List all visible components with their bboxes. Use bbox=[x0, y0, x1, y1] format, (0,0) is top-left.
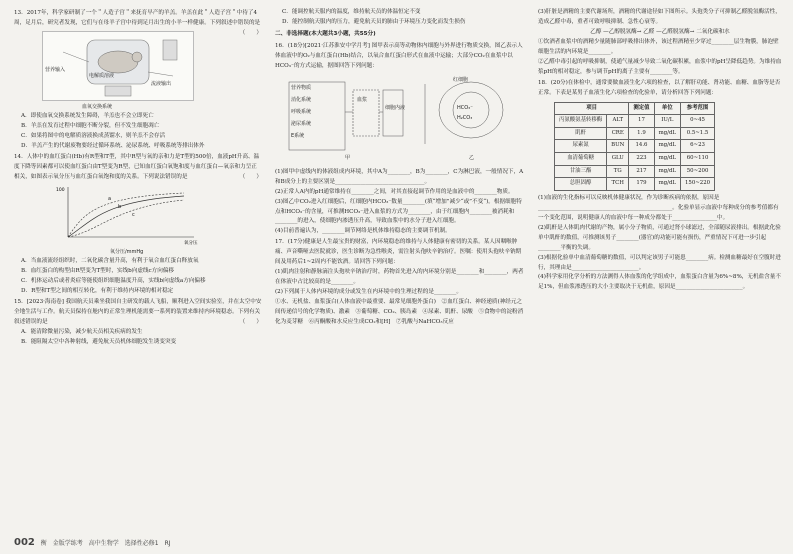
alcohol-pathway: 乙醇 —乙醇脱氢酶→ 乙醛 —乙醛脱氢酶→ 二氧化碳和水 bbox=[590, 28, 730, 35]
cell-value: 223 bbox=[629, 153, 654, 166]
q14-stem: 14．人体中的血红蛋白(Hb)有R型和T型，其中R型与氧的亲和力是T型的500倍，血液pH升高、温度下降等因素都可以使血红蛋白由T型变为R型，已知血红蛋白氧饱和度与血红蛋白—氧亲和力呈正相关，如图表示氧分压与血红蛋白氧饱和度的关系。下列说法错误的是 （ ） bbox=[14, 153, 262, 180]
table-row bbox=[555, 153, 715, 166]
cell-range: 60~110 bbox=[680, 153, 714, 166]
cell-item: 甘油三酯 bbox=[555, 165, 607, 178]
cell-item: 肌酐 bbox=[555, 127, 607, 140]
cell-value: 179 bbox=[629, 178, 654, 191]
q15-option-d: D．能控制航天服内的压力，避免航天员的肺由于环境压力变化而发生损伤 bbox=[282, 18, 466, 25]
cell-code: TG bbox=[607, 165, 629, 178]
oxygen-dissociation-chart bbox=[54, 183, 204, 247]
q13-option-b: B．羊羔在发育过程中细胞不断分裂，但不发生细胞凋亡 bbox=[21, 122, 160, 129]
cell-unit: mg/dL bbox=[654, 153, 680, 166]
cell-code: TCH bbox=[607, 178, 629, 191]
label-hco3: HCO₃⁻ bbox=[457, 104, 473, 111]
q18-sub-3: (3)根据化验单中血清葡萄糖的数值，可以判定该男子可能患________病。检测血糖最好在空腹时进行，其理由是________________________。 bbox=[538, 254, 781, 271]
table-row bbox=[555, 178, 715, 191]
cell-item: 丙氨酸氨基转移酶 bbox=[555, 115, 607, 128]
label-red-cell: 红细胞 bbox=[453, 76, 469, 83]
cell-item: 总胆固醇 bbox=[555, 178, 607, 191]
cell-code: BUN bbox=[607, 140, 629, 153]
q16-sub-4: (4)目前普遍认为，________调节网络是机体维持稳态的主要调节机制。 bbox=[275, 228, 451, 235]
column-1 bbox=[14, 8, 262, 348]
drain-output-label: 流液输出 bbox=[151, 80, 172, 87]
lab-result-table bbox=[554, 102, 715, 191]
cell-range: 50~200 bbox=[680, 165, 714, 178]
x-axis-label: 氧分压/mmHg bbox=[110, 249, 144, 256]
label-plasma: 血浆 bbox=[357, 96, 368, 103]
artificial-womb-figure bbox=[42, 31, 194, 101]
label-respiratory: 呼吸系统 bbox=[291, 108, 312, 115]
header-unit: 单位 bbox=[654, 102, 680, 115]
q18-sub-2: (2)肌酐是人体肌肉代谢的产物，属小分子物质，可通过肾小球滤过，全部随尿液排出。根据此化验单中肌酐的数值，可推测该男子________(器官)的功能可能有损伤，严重情况下可进一步引起________平衡的失调。 bbox=[538, 224, 781, 251]
page-footer bbox=[14, 537, 171, 548]
header-value: 测定值 bbox=[629, 102, 654, 115]
cell-unit: IU/L bbox=[654, 115, 680, 128]
page-number: 002 bbox=[14, 537, 35, 548]
q15-option-a: A．能清除微量污染，减少航天员相关疾病的发生 bbox=[21, 329, 143, 336]
q13-stem: 13．2017年，科学家研制了一个＂人造子宫＂来抚育早产的羊羔。羊羔在此＂人造子宫＂中待了4周，足月后，研究者发现，它们与在母羊子宫中待到足月出生的小羊一样健康。下列叙述中错误的是 （ ） bbox=[14, 10, 262, 36]
cell-unit: mg/dL bbox=[654, 140, 680, 153]
header-range: 参考范围 bbox=[680, 102, 714, 115]
cell-value: 217 bbox=[629, 165, 654, 178]
cell-unit: mg/dL bbox=[654, 127, 680, 140]
cell-code: GLU bbox=[607, 153, 629, 166]
cell-value: 17 bbox=[629, 115, 654, 128]
cell-code: ALT bbox=[607, 115, 629, 128]
q16-sub-3: (3)图乙中CO₂进入红细胞后，红细胞内HCO₃⁻数量________(填“增加”减少“或”不变“)。根据细胞特点和HCO₃⁻的含量，可推测HCO₃⁻进入血浆的方式为________，由于红细胞内________被消耗和________的进入，使细胞内渗透压升高，导致血浆中的水分子进入红细胞。 bbox=[275, 198, 522, 225]
q14-option-d: D．R型和T型之间的相互转化，有利于维持内环境的相对稳定 bbox=[21, 288, 174, 295]
curve-label-b: b bbox=[118, 204, 122, 211]
q13-option-d: D．羊羔产生的代谢废物要经过循环系统、泌尿系统、呼吸系统等排出体外 bbox=[21, 142, 205, 149]
cell-item: 血清葡萄糖 bbox=[555, 153, 607, 166]
q13-option-a: A．即使血氧交换系统发生障碍，羊羔也不会立即死亡 bbox=[21, 112, 154, 119]
nutrient-input-label: 营养输入 bbox=[45, 66, 66, 73]
q16-stem: 16．(18分)[2021·江苏淮安中学月考] 图甲表示高等动物体内细胞与外界进行物质交换，图乙表示人体血液中的O₂与血红蛋白(Hb)结合，以氧合血红蛋白形式在血液中运输；大部分CO₂在血浆中以HCO₃⁻的方式运输，据图回答下列问题： bbox=[275, 42, 523, 69]
svg-text:氧分压: 氧分压 bbox=[184, 241, 198, 247]
curve-label-c: c bbox=[132, 212, 135, 219]
svg-text:100: 100 bbox=[56, 188, 65, 194]
q17-sub-1: (1)肌肉注射和静脉滴注头孢呋辛钠治疗时，药物首先进入的内环境分别是________和________，两者在体液中占比较高的是________。 bbox=[275, 269, 524, 286]
label-urinary: 泌尿系统 bbox=[291, 120, 312, 127]
q15-option-c: C．能调控航天服内的温度，维持航天员的体温恒定不变 bbox=[282, 9, 421, 15]
cell-value: 1.9 bbox=[629, 127, 654, 140]
footer-text: 衡 金版学练考 高中生物学 选择性必修1 RJ bbox=[40, 540, 171, 547]
cell-range: 0.5~1.5 bbox=[680, 127, 714, 140]
label-e-system: E系统 bbox=[291, 132, 305, 139]
cell-unit: mg/dL bbox=[654, 165, 680, 178]
q17-sub-2: (2)下列属于人体内环境的成分或发生在内环境中的生理过程的是________。 bbox=[275, 289, 462, 296]
cell-code: CRE bbox=[607, 127, 629, 140]
table-row bbox=[555, 140, 715, 153]
label-digestive: 消化系统 bbox=[291, 96, 312, 103]
table-row bbox=[555, 115, 715, 128]
table-row bbox=[555, 127, 715, 140]
q16-sub-2: (2)正常人A内的pH通常维持在________之间，对其直接起调节作用的是血液中的________物质。 bbox=[275, 188, 514, 195]
q16-sub-1: (1)图甲中虚线内的体液组成内环境，其中A为________，B为________，C为淋巴液，一般情况下，A和B成分上的主要区别是________________________________。 bbox=[275, 168, 524, 185]
q13-option-c: C．如果将图中的电解质溶液换成蒸馏水，则羊羔不会存活 bbox=[21, 132, 166, 139]
q18-stem: 18．(20分)在体检中，通常要做血液生化六项的检查，以了解肝功能、肾功能、血糖、血脂等是否正常。下表是某男子血液生化六项检查的化验单，请分析回答下列问题： bbox=[538, 79, 781, 96]
table-header-row bbox=[555, 102, 715, 115]
q17-sub-3-part-1: ①饮酒者血浆中的酒精少量随肺部呼吸排出体外，该过程酒精至少穿过________层生物膜，肺泡壁细胞生活的内环境是________。 bbox=[538, 38, 779, 55]
body-fluid-exchange-figure bbox=[275, 74, 515, 166]
cell-value: 14.6 bbox=[629, 140, 654, 153]
curve-c bbox=[68, 200, 184, 237]
electrolyte-label: 电解质溶液 bbox=[89, 72, 115, 79]
label-intracellular: 细胞内液 bbox=[385, 104, 406, 111]
q17-sub-3-part-2: ②乙醛中毒引起的呼吸抑制，使通气量减少导致二氧化碳积累，血浆中的pH呈降低趋势。为维持血浆pH的相对稳定，参与调节pH的离子主要有________等。 bbox=[538, 58, 782, 75]
cell-unit: mg/dL bbox=[654, 178, 680, 191]
caption-jia: 甲 bbox=[345, 154, 351, 161]
cell-range: 0~45 bbox=[680, 115, 714, 128]
q14-option-c: C．机体运动后或者炎症等能使组织细胞温度升高，实线b向虚线a方向偏移 bbox=[21, 278, 206, 285]
q17-sub-3: (3)肝脏是酒精的主要代谢场所，酒精的代谢途径如下图所示。头孢类分子可抑制乙醛脱氢酶活性，造成乙醛中毒，重者可致呼吸抑制、急性心衰等。 bbox=[538, 9, 781, 25]
cell-range: 6~23 bbox=[680, 140, 714, 153]
q17-sub-2-options: ①水、无机盐、血浆蛋白(人体血液中最重要、最常见细胞外蛋白) ②血红蛋白、神经递质(神经元之间传递信号的化学物质)、激素 ③葡萄糖、CO₂、胰岛素 ④尿素、肌酐、尿酸 ⑤食物中的淀粉消化为麦芽糖 ⑥丙酮酸和水反应生成CO₂和[H] ⑦乳酸与NaHCO₃反应 bbox=[275, 299, 524, 326]
column-2 bbox=[275, 8, 525, 328]
caption-yi: 乙 bbox=[469, 154, 475, 161]
cell-range: 150~220 bbox=[680, 178, 714, 191]
q15-stem: 15．[2023·海南卷] 我国航天员乘坐我国自主研发的载人飞船，顺利进入空间实验室，并在太空中安全地生活与工作。航天员保持在舱内的正常生理机能需要一系列的装置来维持内环境稳态。下列有关叙述错误的是 （ ） bbox=[14, 299, 262, 326]
curve-a bbox=[68, 193, 184, 237]
header-item: 项目 bbox=[555, 102, 629, 115]
oxygen-curve-figure bbox=[54, 183, 204, 247]
label-h2co3: H₂CO₃ bbox=[457, 114, 473, 121]
q18-sub-1: (1)血液的生化指标可以反映机体健康状况，作为诊断疾病的依据，原因是________________________________________________。化验单显示血液中每种成分的参考值都有一个变化范围，说明健康人的血液中每一种成分都处于________________中。 bbox=[538, 194, 779, 221]
column-3 bbox=[538, 8, 782, 293]
q15-option-b: B．能阻隔太空中各种射线，避免航天员机体细胞发生诱变突变 bbox=[21, 338, 177, 345]
q14-option-a: A．当血液流经组织时，二氧化碳含量升高，有利于氧合血红蛋白释放氧 bbox=[21, 258, 199, 265]
figure-caption: 血氧交换系统 bbox=[82, 103, 113, 110]
table-row bbox=[555, 165, 715, 178]
q17-stem: 17．(17分)健康是人生最宝贵的财富，内环境稳态的维持与人体健康有密切的关系。某人因咽喉肿痛、声音嘶哑去医院就诊，医生诊断为急性喉炎，需注射头孢呋辛钠治疗。医嘱：使用头孢呋辛钠期间及用药后1~2周内不能饮酒。请回答下列问题： bbox=[275, 239, 522, 266]
artificial-womb-drawing bbox=[43, 32, 193, 100]
q14-option-b: B．血红蛋白的构型由R型变为T型时，实线b向虚线c方向偏移 bbox=[21, 268, 175, 275]
section-heading: 二、非选择题(本大题共3小题，共55分) bbox=[275, 30, 376, 37]
q18-sub-4: (4)科学家用化学分析的方法测得人体血浆的化学组成中，血浆蛋白含量为6%~8%，无机盐含量不足1%，但血浆渗透压的大小主要取决于无机盐，原因是________________________。 bbox=[538, 274, 781, 291]
curve-label-a: a bbox=[108, 196, 112, 203]
label-nutrients: 营养物质 bbox=[291, 84, 312, 91]
cell-item: 尿素氮 bbox=[555, 140, 607, 153]
